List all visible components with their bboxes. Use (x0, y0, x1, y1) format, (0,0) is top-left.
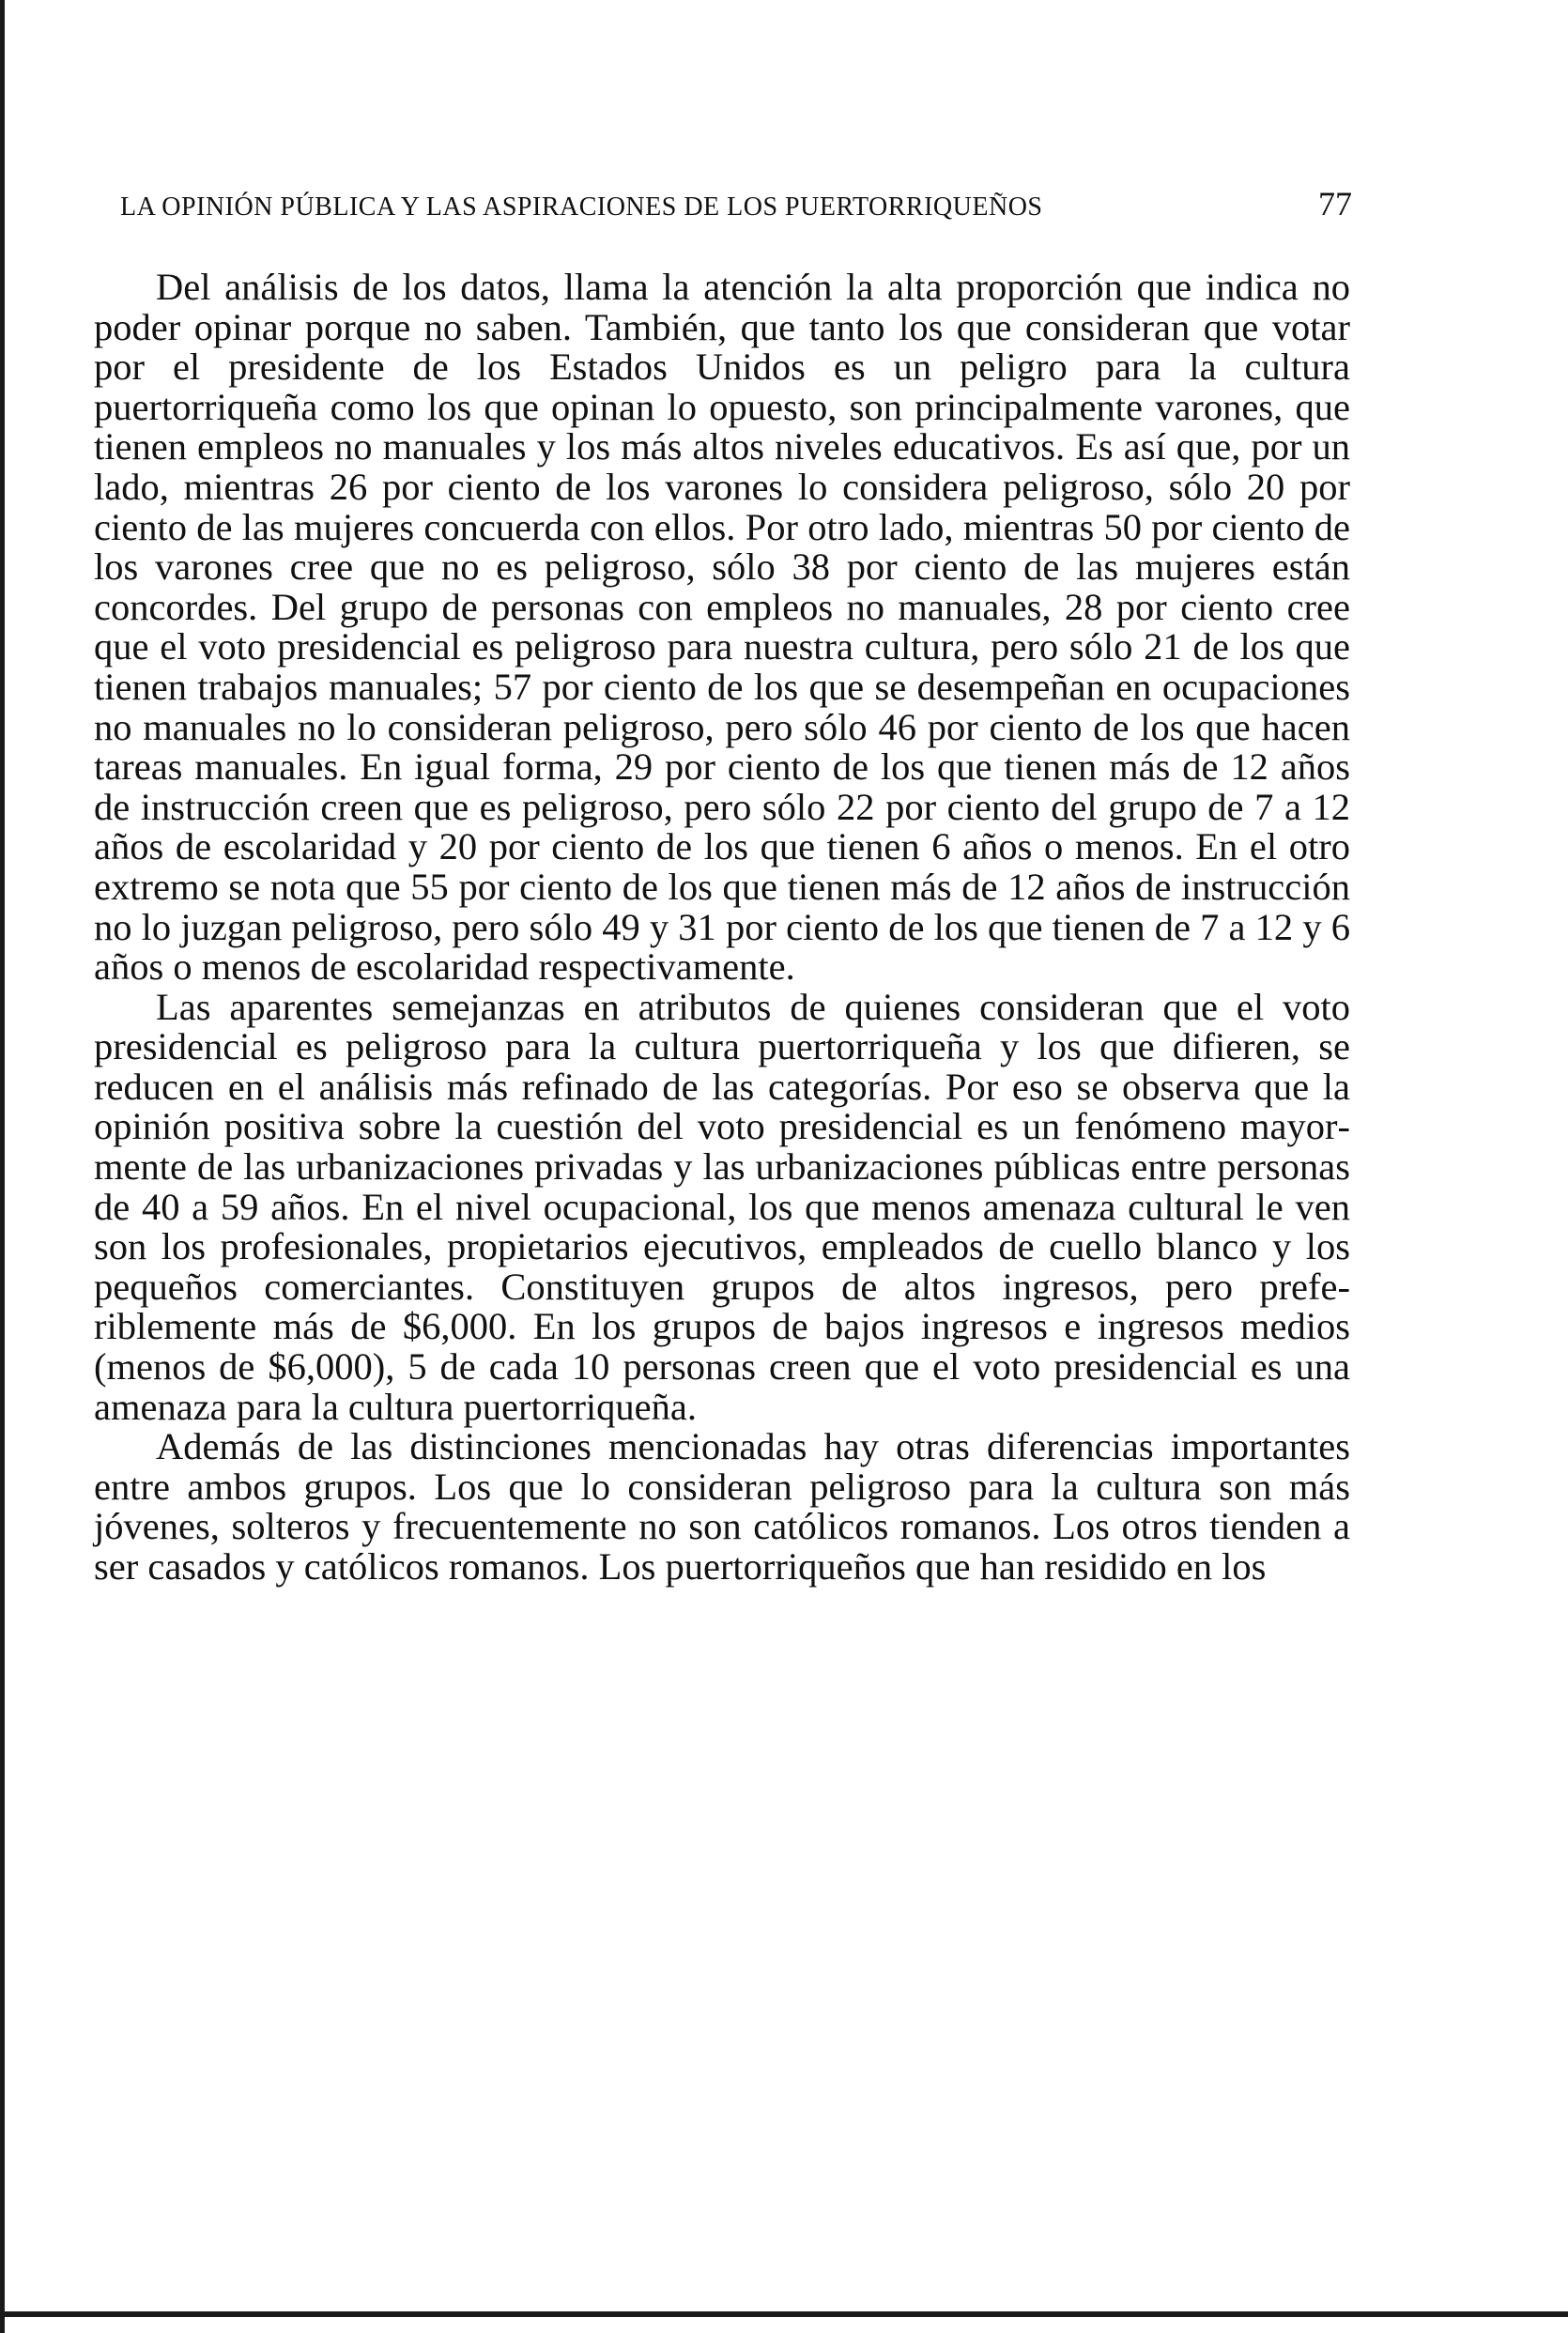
running-header-title: LA OPINIÓN PÚBLICA Y LAS ASPIRACIONES DE LOS PUERTORRIQUEÑOS (120, 192, 1043, 222)
paragraph-3: Además de las distinciones mencionadas hay otras diferencias importantes entre ambos grupos. Los que lo consideran peligroso para la cultura son más jóvenes, solteros y frecuentemente no son católicos romanos. Los otros tienden a ser casados y católicos romanos. Los puertorriqueños que han residido en los (94, 1425, 1350, 1588)
paragraph-2: Las aparentes semejanzas en atributos de quienes consideran que el voto presidencial es peligroso para la cultura puertorriqueña y los que difieren, se reducen en el análisis más refinado de las categorías. Por eso se observa que la opinión positiva sobre la cuestión del voto presidencial es un fenómeno mayormente de las urbanizaciones privadas y las urbanizaciones públicas entre personas de 40 a 59 años. En el nivel ocupacional, los que menos amenaza cultural le ven son los profesionales, propietarios ejecutivos, empleados de cuello blanco y los pequeños comerciantes. Constituyen grupos de altos ingresos, pero preferiblemente más de $6,000. En los grupos de bajos ingresos e ingresos medios (menos de $6,000), 5 de cada 10 personas creen que el voto presidencial es una amenaza para la cultura puertorriqueña. (94, 985, 1350, 1428)
scan-bottom-edge (0, 2311, 1568, 2317)
scan-left-edge (0, 0, 5, 2333)
running-header (120, 184, 1352, 223)
body-text (94, 268, 1350, 1588)
paragraph-1: Del análisis de los datos, llama la atención la alta proporción que indica no poder opinar porque no saben. También, que tanto los que consideran que votar por el presidente de los Estados Unidos es un peligro para la cultura puertorriqueña como los que opinan lo opuesto, son principalmente varones, que tienen empleos no manuales y los más altos niveles educativos. Es así que, por un lado, mientras 26 por ciento de los varones lo considera peligroso, sólo 20 por ciento de las mujeres concuerda con ellos. Por otro lado, mientras 50 por ciento de los varones cree que no es peligroso, sólo 38 por ciento de las mujeres están concordes. Del grupo de personas con empleos no manuales, 28 por ciento cree que el voto presidencial es peligroso para nuestra cultura, pero sólo 21 de los que tienen trabajos manuales; 57 por ciento de los que se desempeñan en ocupaciones no manuales no lo consideran peligroso, pero sólo 46 por ciento de los que hacen tareas manuales. En igual forma, 29 por ciento de los que tienen más de 12 años de instrucción creen que es peligroso, pero sólo 22 por ciento del grupo de 7 a 12 años de escolaridad y 20 por ciento de los que tienen 6 años o menos. En el otro extremo se nota que 55 por ciento de los que tienen más de 12 años de instrucción no lo juzgan peligroso, pero sólo 49 y 31 por ciento de los que tienen de 7 a 12 y 6 años o menos de escolaridad respectivamente. (94, 266, 1350, 989)
page-number: 77 (1318, 185, 1352, 223)
